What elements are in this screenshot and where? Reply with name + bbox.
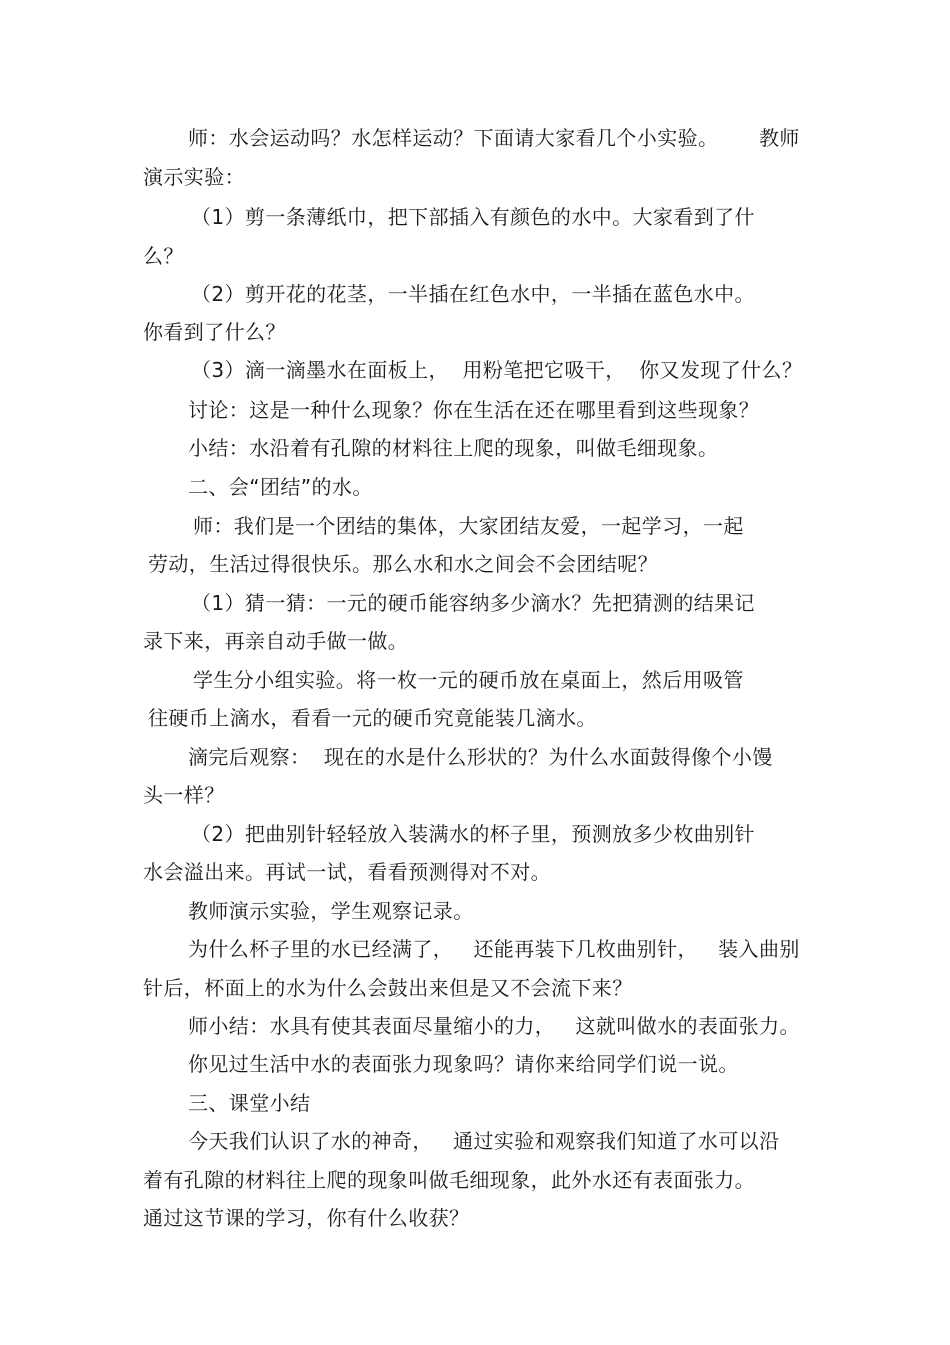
text-line: 为什么杯子里的水已经满了， 还能再装下几枚曲别针， 装入曲别 <box>188 937 800 961</box>
section-heading: 二、会“团结”的水。 <box>188 475 373 499</box>
text-line: （1）剪一条薄纸巾，把下部插入有颜色的水中。大家看到了什 <box>191 205 755 229</box>
text-line: 师：我们是一个团结的集体，大家团结友爱，一起学习，一起 <box>193 514 744 538</box>
text-line: 劳动，生活过得很快乐。那么水和水之间会不会团结呢？ <box>148 552 658 576</box>
text-line: 教师演示实验，学生观察记录。 <box>188 899 474 923</box>
text-line: 今天我们认识了水的神奇， 通过实验和观察我们知道了水可以沿 <box>188 1129 780 1153</box>
text-line: （2）剪开花的花茎，一半插在红色水中，一半插在蓝色水中。 <box>191 282 755 306</box>
text-line: 往硬币上滴水，看看一元的硬币究竟能装几滴水。 <box>148 706 597 730</box>
text-line: 师：水会运动吗？水怎样运动？下面请大家看几个小实验。 教师 <box>188 126 800 150</box>
text-line: 针后，杯面上的水为什么会鼓出来但是又不会流下来？ <box>143 976 633 1000</box>
text-line: 通过这节课的学习，你有什么收获？ <box>143 1206 470 1230</box>
text-line: （1）猜一猜：一元的硬币能容纳多少滴水？先把猜测的结果记 <box>191 591 755 615</box>
text-line: 头一样？ <box>143 783 225 807</box>
text-line: （2）把曲别针轻轻放入装满水的杯子里，预测放多少枚曲别针 <box>191 822 755 846</box>
text-line: 小结：水沿着有孔隙的材料往上爬的现象，叫做毛细现象。 <box>188 436 719 460</box>
text-line: 水会溢出来。再试一试，看看预测得对不对。 <box>143 860 551 884</box>
text-line: 你看到了什么？ <box>143 320 286 344</box>
text-line: 你见过生活中水的表面张力现象吗？请你来给同学们说一说。 <box>188 1052 739 1076</box>
section-heading: 三、课堂小结 <box>188 1091 311 1115</box>
text-line: 录下来，再亲自动手做一做。 <box>143 629 409 653</box>
text-line: 师小结：水具有使其表面尽量缩小的力， 这就叫做水的表面张力。 <box>188 1014 800 1038</box>
text-line: 演示实验： <box>143 165 245 189</box>
text-line: （3）滴一滴墨水在面板上， 用粉笔把它吸干， 你又发现了什么？ <box>191 358 803 382</box>
text-line: 讨论：这是一种什么现象？你在生活在还在哪里看到这些现象？ <box>188 398 760 422</box>
text-line: 学生分小组实验。将一枚一元的硬币放在桌面上，然后用吸管 <box>193 668 744 692</box>
text-line: 么？ <box>143 244 184 268</box>
text-line: 滴完后观察： 现在的水是什么形状的？为什么水面鼓得像个小馒 <box>188 745 773 769</box>
text-line: 着有孔隙的材料往上爬的现象叫做毛细现象，此外水还有表面张力。 <box>143 1168 755 1192</box>
